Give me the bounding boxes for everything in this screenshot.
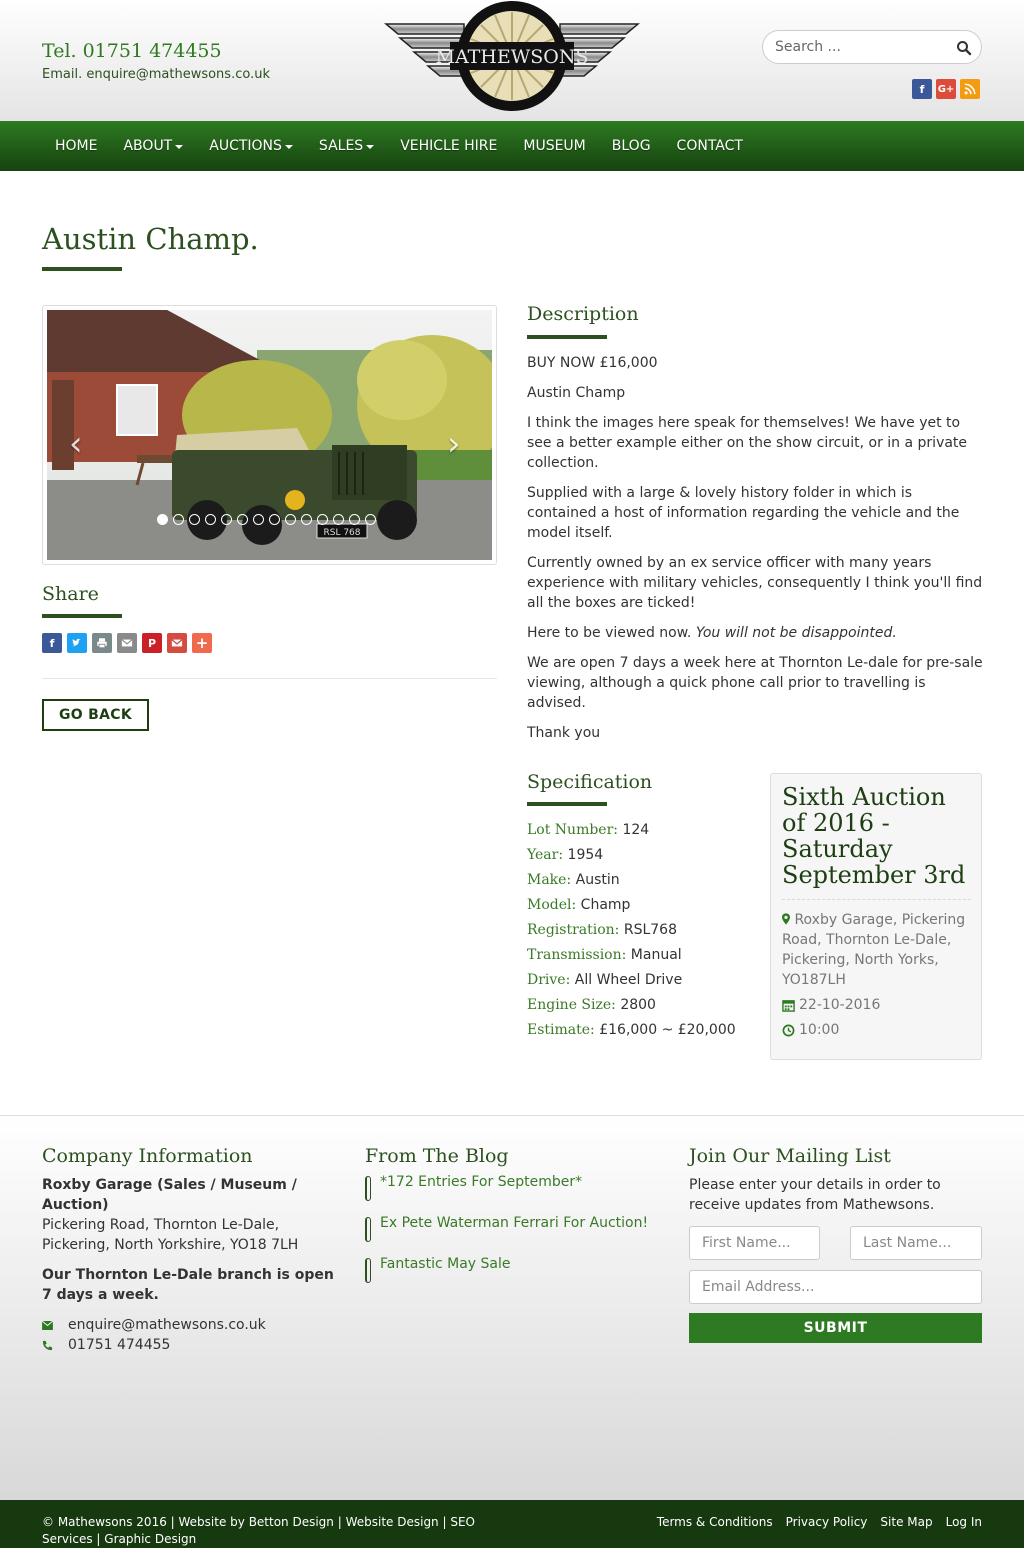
mathewsons-logo[interactable] [384, 0, 640, 112]
description-paragraph: Austin Champ [527, 385, 626, 401]
spec-row-drive: Drive: All Wheel Drive [527, 972, 683, 988]
chevron-down-icon [366, 145, 374, 149]
description-body [527, 353, 985, 753]
logo-wordmark: MATHEWSONS [435, 46, 589, 68]
facebook-icon[interactable]: f [912, 79, 932, 99]
specification-list [527, 820, 767, 1045]
carousel-next-icon[interactable]: › [447, 424, 461, 464]
last-name-input[interactable] [863, 1235, 974, 1251]
spec-row-engine-size: Engine Size: 2800 [527, 997, 656, 1013]
description-heading: Description [527, 303, 639, 325]
title-underline [42, 267, 122, 271]
carousel-dot[interactable] [253, 514, 264, 525]
nav-about[interactable]: ABOUT [110, 121, 196, 171]
share-print-icon[interactable] [92, 633, 112, 653]
carousel-indicators [157, 514, 376, 525]
first-name-input[interactable] [702, 1235, 812, 1251]
rss-icon[interactable] [960, 79, 980, 99]
divider [42, 678, 497, 679]
blog-bullet [365, 1217, 371, 1242]
share-gmail-icon[interactable] [167, 633, 187, 653]
description-paragraph: Supplied with a large & lovely history folder in which is contained a host of information regarding the vehicle and the model itself. [527, 485, 960, 541]
description-paragraph: Here to be viewed now. You will not be disappointed. [527, 625, 897, 641]
nav-home[interactable]: HOME [55, 138, 98, 154]
blog-post-item [365, 1215, 648, 1242]
spec-row-estimate: Estimate: £16,000 ~ £20,000 [527, 1022, 736, 1038]
site-footer [0, 1115, 1024, 1500]
nav-contact[interactable]: CONTACT [676, 138, 743, 154]
share-more-icon[interactable]: + [192, 633, 212, 653]
carousel-dot[interactable] [349, 514, 360, 525]
company-info-heading: Company Information [42, 1145, 253, 1167]
share-facebook-icon[interactable]: f [42, 633, 62, 653]
carousel-dot[interactable] [173, 514, 184, 525]
blog-post-link[interactable]: *172 Entries For September* [380, 1174, 583, 1190]
blog-bullet [365, 1258, 371, 1283]
carousel-dot[interactable] [189, 514, 200, 525]
blog-post-link[interactable]: Ex Pete Waterman Ferrari For Auction! [380, 1215, 649, 1231]
clock-icon [782, 1024, 795, 1037]
registration-plate: RSL 768 [323, 528, 361, 538]
description-underline [527, 335, 607, 339]
share-buttons [42, 633, 212, 653]
blog-post-link[interactable]: Fantastic May Sale [380, 1256, 511, 1272]
login-link[interactable]: Log In [945, 1515, 982, 1529]
specification-heading: Specification [527, 771, 653, 793]
carousel-dot[interactable] [269, 514, 280, 525]
footer-email[interactable]: enquire@mathewsons.co.uk [42, 1317, 266, 1333]
search-icon[interactable] [956, 40, 972, 56]
auction-time: 10:00 [782, 1020, 975, 1040]
share-email-icon[interactable] [117, 633, 137, 653]
share-underline [42, 614, 122, 618]
description-paragraph: We are open 7 days a week here at Thornton Le-dale for pre-sale viewing, although a quick phone call prior to travelling is advised. [527, 655, 983, 711]
carousel-dot[interactable] [365, 514, 376, 525]
share-heading: Share [42, 583, 99, 605]
description-paragraph: Thank you [527, 725, 601, 741]
company-name: Roxby Garage (Sales / Museum / Auction) [42, 1177, 297, 1213]
image-carousel [42, 305, 497, 565]
auction-location: Roxby Garage, Pickering Road, Thornton Le-Dale, Pickering, North Yorks, YO187LH [782, 912, 966, 988]
chevron-down-icon [285, 145, 293, 149]
carousel-dot[interactable] [157, 514, 168, 525]
nav-blog[interactable]: BLOG [611, 138, 651, 154]
social-links [912, 79, 980, 99]
calendar-icon [782, 999, 795, 1012]
nav-auctions[interactable]: AUCTIONS [196, 121, 306, 171]
divider [782, 899, 971, 900]
blog-post-item [365, 1256, 510, 1283]
nav-sales[interactable]: SALES [306, 121, 387, 171]
carousel-dot[interactable] [301, 514, 312, 525]
auction-card [770, 773, 982, 1060]
auction-title[interactable]: Sixth Auction of 2016 - Saturday September 3rd [782, 783, 966, 889]
envelope-icon [42, 1321, 53, 1330]
terms-link[interactable]: Terms & Conditions [656, 1515, 773, 1529]
legal-links [657, 1515, 982, 1529]
privacy-link[interactable]: Privacy Policy [785, 1515, 868, 1529]
email-field [689, 1270, 982, 1304]
submit-button[interactable]: SUBMIT [689, 1313, 982, 1343]
share-twitter-icon[interactable] [67, 633, 87, 653]
copyright-text[interactable]: © Mathewsons 2016 | Website by Betton Design | Website Design | SEO Services | Graphic Design [42, 1515, 475, 1546]
carousel-prev-icon[interactable]: ‹ [69, 424, 83, 464]
carousel-dot[interactable] [205, 514, 216, 525]
go-back-button[interactable]: GO BACK [42, 699, 149, 731]
company-opening-note: Our Thornton Le-Dale branch is open 7 days a week. [42, 1267, 334, 1303]
footer-phone[interactable]: 01751 474455 [42, 1337, 170, 1353]
sitemap-link[interactable]: Site Map [880, 1515, 933, 1529]
carousel-dot[interactable] [317, 514, 328, 525]
blog-post-item [365, 1174, 582, 1201]
first-name-field [689, 1226, 820, 1260]
carousel-dot[interactable] [237, 514, 248, 525]
blog-heading: From The Blog [365, 1145, 509, 1167]
company-address: Pickering Road, Thornton Le-Dale, Pickering, North Yorkshire, YO18 7LH [42, 1217, 299, 1253]
main-navigation [0, 121, 1024, 171]
nav-museum[interactable]: MUSEUM [523, 138, 586, 154]
google-plus-icon[interactable]: G+ [936, 79, 956, 99]
spec-row-model: Model: Champ [527, 897, 631, 913]
description-paragraph: I think the images here speak for themselves! We have yet to see a better example either on the show circuit, or in a private collection. [527, 415, 968, 471]
nav-vehicle-hire[interactable]: VEHICLE HIRE [400, 138, 498, 154]
auction-date: 22-10-2016 [782, 995, 975, 1015]
last-name-field [850, 1226, 982, 1260]
blog-bullet [365, 1176, 371, 1201]
search-box [762, 30, 982, 64]
spec-row-transmission: Transmission: Manual [527, 947, 682, 963]
map-marker-icon [782, 913, 790, 925]
chevron-down-icon [175, 145, 183, 149]
description-paragraph: Currently owned by an ex service officer with many years experience with military vehicles, consequently I think you'll find all the boxes are ticked! [527, 555, 983, 611]
mailing-list-heading: Join Our Mailing List [689, 1145, 891, 1167]
carousel-dot[interactable] [285, 514, 296, 525]
carousel-dot[interactable] [221, 514, 232, 525]
bottom-bar [0, 1500, 1024, 1548]
description-paragraph: BUY NOW £16,000 [527, 355, 658, 371]
page-title: Austin Champ. [42, 222, 259, 256]
spec-row-lot-number: Lot Number: 124 [527, 822, 650, 838]
share-pinterest-icon[interactable]: P [142, 633, 162, 653]
search-input[interactable] [775, 39, 945, 55]
spec-row-year: Year: 1954 [527, 847, 604, 863]
header-telephone[interactable]: Tel. 01751 474455 [42, 40, 222, 62]
carousel-dot[interactable] [333, 514, 344, 525]
mailing-list-text: Please enter your details in order to receive updates from Mathewsons. [689, 1177, 941, 1213]
spec-row-registration: Registration: RSL768 [527, 922, 677, 938]
spec-row-make: Make: Austin [527, 872, 620, 888]
email-input[interactable] [702, 1279, 949, 1295]
header-email[interactable]: Email. enquire@mathewsons.co.uk [42, 67, 270, 82]
site-header [0, 0, 1024, 121]
specification-underline [527, 802, 607, 806]
phone-icon [42, 1340, 53, 1351]
